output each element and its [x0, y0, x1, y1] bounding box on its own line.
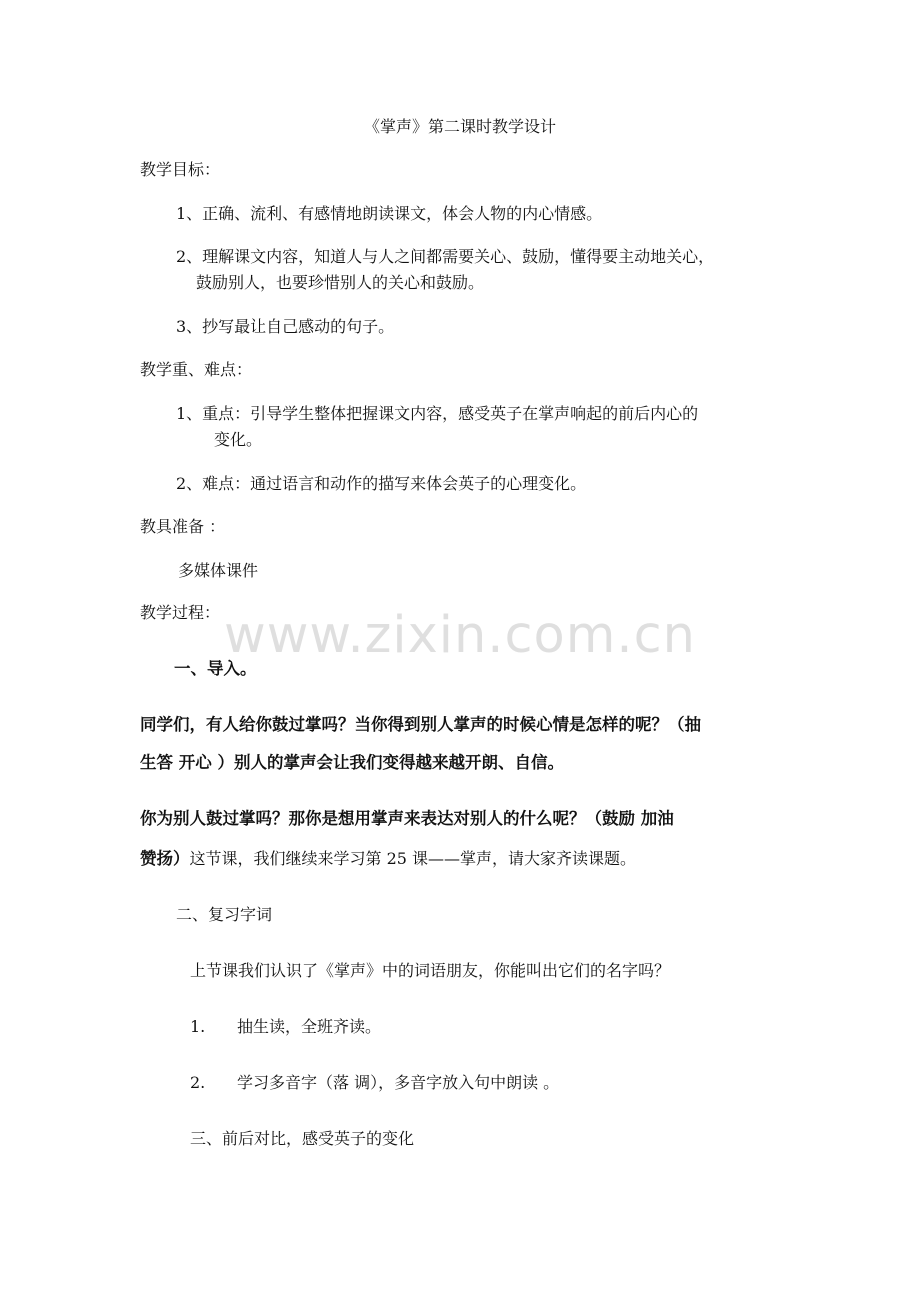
objective-item-3: 3、抄写最让自己感动的句子。 — [176, 317, 395, 336]
key-point-item-2: 2、难点：通过语言和动作的描写来体会英子的心理变化。 — [176, 474, 587, 493]
watermark-text: www.zixin.com.cn — [224, 606, 696, 665]
section-1-paragraph-2-line-1: 你为别人鼓过掌吗？那你是想用掌声来表达对别人的什么呢？（鼓励 加油 — [140, 809, 674, 828]
section-2-heading: 二、复习字词 — [176, 905, 273, 924]
section-1-paragraph-2-line-2 — [140, 847, 636, 871]
section-2-item-2-number: 2. — [190, 1073, 206, 1092]
document-title: 《掌声》第二课时教学设计 — [363, 117, 556, 136]
objectives-heading: 教学目标： — [140, 160, 221, 179]
tools-value: 多媒体课件 — [178, 561, 259, 580]
section-2-item-1-number: 1. — [190, 1017, 206, 1036]
section-1-paragraph-2-bold-text: 赞扬） — [140, 849, 190, 868]
key-point-item-1-line-2: 变化。 — [214, 430, 263, 449]
section-1-paragraph-1-line-2: 生答 开心 ）别人的掌声会让我们变得越来越开朗、自信。 — [140, 753, 564, 772]
objective-item-2-line-1: 2、理解课文内容，知道人与人之间都需要关心、鼓励，懂得要主动地关心， — [176, 247, 715, 266]
section-2-item-1-text: 抽生读，全班齐读。 — [237, 1017, 382, 1036]
process-heading: 教学过程： — [140, 603, 221, 622]
objective-item-2-line-2: 鼓励别人，也要珍惜别人的关心和鼓励。 — [196, 273, 485, 292]
section-2-intro: 上节课我们认识了《掌声》中的词语朋友，你能叫出它们的名字吗？ — [190, 961, 671, 980]
section-2-item-2-text: 学习多音字（落 调），多音字放入句中朗读 。 — [237, 1073, 560, 1092]
objective-item-1: 1、正确、流利、有感情地朗读课文，体会人物的内心情感。 — [176, 204, 603, 223]
section-1-heading: 一、导入。 — [174, 659, 257, 678]
tools-heading: 教具准备 ： — [140, 517, 226, 536]
section-1-paragraph-1-line-1: 同学们，有人给你鼓过掌吗？当你得到别人掌声的时候心情是怎样的呢？（抽 — [140, 715, 701, 734]
section-1-paragraph-2-normal-text: 这节课，我们继续来学习第 25 课——掌声，请大家齐读课题。 — [189, 849, 637, 868]
section-3-heading: 三、前后对比，感受英子的变化 — [190, 1129, 415, 1148]
key-points-heading: 教学重、难点： — [140, 360, 253, 379]
key-point-item-1-line-1: 1、重点：引导学生整体把握课文内容，感受英子在掌声响起的前后内心的 — [176, 404, 699, 423]
